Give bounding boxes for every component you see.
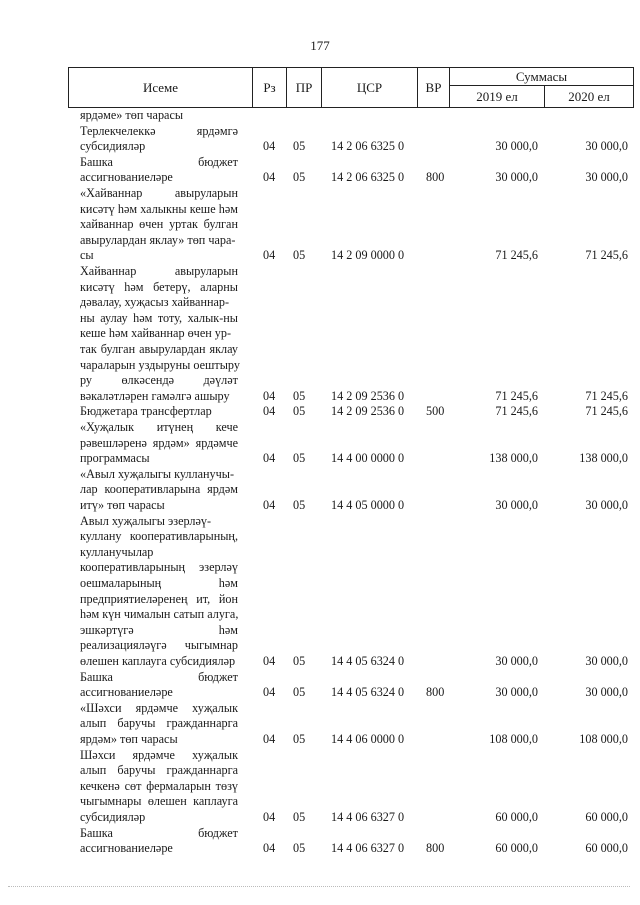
- row-sum-2019: 30 000,0: [495, 170, 538, 185]
- row-pr: 05: [293, 404, 306, 419]
- header-csr: ЦСР: [322, 68, 418, 107]
- row-name-line: ярдәм» төп чарасы: [80, 731, 178, 746]
- row-name-line: алып баручы гражданнарга: [80, 763, 238, 778]
- row-csr: 14 4 06 0000 0: [331, 731, 405, 746]
- row-name-line: лар кооперативларына ярдәм: [80, 482, 238, 497]
- row-sum-2019: 71 245,6: [495, 248, 538, 263]
- row-name-line: итү» төп чарасы: [80, 497, 165, 512]
- row-name-line: сы: [80, 248, 94, 263]
- row-csr: 14 4 05 6324 0: [331, 653, 405, 668]
- header-year-2020: 2020 ел: [568, 88, 610, 104]
- row-csr: 14 4 05 6324 0: [331, 685, 405, 700]
- row-name-line: куллану кооперативларының,: [80, 529, 238, 544]
- row-name-line: вәкаләтләрен гамәлгә ашыру: [80, 388, 230, 403]
- row-rz: 04: [263, 497, 276, 512]
- row-rz: 04: [263, 388, 276, 403]
- row-name-line: «Хуҗалык итүнең кече: [80, 420, 238, 434]
- row-name-line: ассигнованиеләре: [80, 841, 173, 856]
- row-rz: 04: [263, 248, 276, 263]
- row-name-line: ру өлкәсендә дәүләт: [80, 373, 238, 388]
- row-sum-2020: 30 000,0: [585, 170, 628, 185]
- row-sum-2020: 30 000,0: [585, 685, 628, 700]
- row-name: [80, 264, 238, 404]
- row-name: [80, 701, 238, 748]
- row-name-line: Терлекчелеккә ярдәмгә: [80, 123, 238, 138]
- row-sum-2019: 30 000,0: [495, 497, 538, 512]
- row-csr: 14 4 05 0000 0: [331, 497, 405, 512]
- row-name: [80, 467, 238, 514]
- row-name: [80, 514, 238, 670]
- row-name-line: һәм күн чималын сатып алуга,: [80, 607, 239, 622]
- row-name-line: Башка бюджет: [80, 154, 238, 169]
- row-name-line: ассигнованиеләре: [80, 685, 173, 700]
- row-rz: 04: [263, 731, 276, 746]
- row-name-line: так булган авырулардан яклау: [80, 341, 238, 356]
- row-rz: 04: [263, 685, 276, 700]
- table-header: [68, 67, 634, 108]
- row-csr: 14 2 09 2536 0: [331, 388, 405, 403]
- row-vr: 800: [426, 170, 445, 185]
- row-sum-2019: 60 000,0: [495, 809, 538, 824]
- row-rz: 04: [263, 404, 276, 419]
- row-rz: 04: [263, 139, 276, 154]
- row-name: [80, 155, 238, 186]
- row-name-line: Авыл хуҗалыгы эзерләү-: [80, 513, 212, 528]
- row-name-line: кооперативларының эзерләү: [80, 560, 238, 575]
- row-pr: 05: [293, 497, 306, 512]
- row-name-line: эшкәртүгә һәм: [80, 622, 238, 637]
- row-name-line: кечкенә сөт фермаларын төзү: [80, 778, 238, 793]
- header-rz: Рз: [253, 68, 287, 107]
- row-sum-2020: 30 000,0: [585, 653, 628, 668]
- row-name-line: реализацияләүгә чыгымнар: [80, 638, 238, 653]
- row-name-line: Башка бюджет: [80, 825, 238, 840]
- row-sum-2019: 108 000,0: [489, 731, 538, 746]
- row-sum-2019: 30 000,0: [495, 685, 538, 700]
- row-pr: 05: [293, 451, 306, 466]
- row-name-line: «Шәхси ярдәмче хуҗалык: [80, 700, 238, 715]
- row-sum-2020: 60 000,0: [585, 841, 628, 856]
- header-name: Исеме: [69, 68, 253, 107]
- row-name-line: кисәтү һәм халыкны кеше һәм: [80, 201, 238, 216]
- row-csr: 14 4 06 6327 0: [331, 841, 405, 856]
- row-name: [80, 186, 238, 264]
- row-pr: 05: [293, 731, 306, 746]
- row-name: [80, 420, 238, 467]
- row-sum-2020: 71 245,6: [585, 248, 628, 263]
- row-rz: 04: [263, 841, 276, 856]
- row-name-line: Хайваннар авыруларын: [80, 264, 238, 278]
- row-rz: 04: [263, 170, 276, 185]
- row-name: [80, 826, 238, 857]
- row-sum-2019: 30 000,0: [495, 653, 538, 668]
- row-sum-2019: 60 000,0: [495, 841, 538, 856]
- row-name-line: программасы: [80, 451, 150, 466]
- row-name-line: ассигнованиеләре: [80, 170, 173, 185]
- row-name-line: оешмаларының һәм: [80, 575, 238, 590]
- row-rz: 04: [263, 653, 276, 668]
- row-name-line: ярдәме» төп чарасы: [80, 108, 184, 122]
- row-name-line: субсидияләр: [80, 139, 146, 154]
- row-sum-2019: 71 245,6: [495, 404, 538, 419]
- row-sum-2020: 60 000,0: [585, 809, 628, 824]
- row-name-line: предприятиеләренең ит, йон: [80, 591, 238, 606]
- row-sum-2020: 71 245,6: [585, 388, 628, 403]
- row-name: [80, 670, 238, 701]
- row-csr: 14 2 09 2536 0: [331, 404, 405, 419]
- row-csr: 14 2 06 6325 0: [331, 170, 405, 185]
- row-name-line: Башка бюджет: [80, 669, 238, 684]
- row-sum-2020: 138 000,0: [579, 451, 628, 466]
- row-csr: 14 2 09 0000 0: [331, 248, 405, 263]
- row-sum-2020: 108 000,0: [579, 731, 628, 746]
- row-pr: 05: [293, 653, 306, 668]
- row-sum-2020: 71 245,6: [585, 404, 628, 419]
- row-name-line: кисәтү һәм бетерү, аларны: [80, 279, 238, 294]
- row-name-line: рәвешләренә ярдәм» ярдәмче: [80, 435, 238, 450]
- row-sum-2020: 30 000,0: [585, 497, 628, 512]
- row-pr: 05: [293, 388, 306, 403]
- row-name-line: субсидияләр: [80, 809, 146, 824]
- row-name-line: ны аулау һәм тоту, халык-ны: [80, 310, 238, 325]
- row-csr: 14 2 06 6325 0: [331, 139, 405, 154]
- row-csr: 14 4 00 0000 0: [331, 451, 405, 466]
- row-sum-2019: 30 000,0: [495, 139, 538, 154]
- row-name-line: «Хайваннар авыруларын: [80, 186, 238, 200]
- row-name-line: «Авыл хуҗалыгы кулланучы-: [80, 466, 235, 481]
- row-name-line: Шәхси ярдәмче хуҗалык: [80, 747, 238, 762]
- row-name-line: чараларын уздыруны оештыру: [80, 357, 240, 372]
- row-name: [80, 124, 238, 155]
- row-pr: 05: [293, 841, 306, 856]
- row-name-line: алып баручы гражданнарга: [80, 716, 238, 731]
- row-vr: 500: [426, 404, 445, 419]
- row-pr: 05: [293, 248, 306, 263]
- row-sum-2019: 138 000,0: [489, 451, 538, 466]
- header-year-2019: 2019 ел: [450, 86, 545, 107]
- row-pr: 05: [293, 685, 306, 700]
- row-rz: 04: [263, 809, 276, 824]
- row-name: [80, 108, 238, 124]
- row-pr: 05: [293, 170, 306, 185]
- row-pr: 05: [293, 139, 306, 154]
- row-vr: 800: [426, 685, 445, 700]
- row-sum-2019: 71 245,6: [495, 388, 538, 403]
- row-csr: 14 4 06 6327 0: [331, 809, 405, 824]
- row-name-line: хайваннар өчен уртак булган: [80, 217, 238, 232]
- row-rz: 04: [263, 451, 276, 466]
- row-name-line: авырулардан яклау» төп чара-: [80, 232, 236, 247]
- header-pr: ПР: [287, 68, 322, 107]
- header-vr: ВР: [418, 68, 450, 107]
- header-sums: Суммасы: [450, 68, 633, 86]
- row-name-line: Бюджетара трансфертлар: [80, 404, 212, 419]
- row-vr: 800: [426, 841, 445, 856]
- row-sum-2020: 30 000,0: [585, 139, 628, 154]
- row-name-line: өлешен каплауга субсидияләр: [80, 653, 236, 668]
- row-pr: 05: [293, 809, 306, 824]
- row-name-line: кулланучылар: [80, 544, 154, 559]
- row-name-line: чыгымнары өлешен каплауга: [80, 794, 238, 809]
- row-name: [80, 748, 238, 826]
- row-name-line: дәвалау, хуҗасыз хайваннар-: [80, 295, 230, 310]
- scan-edge-divider: [8, 886, 630, 887]
- row-name-line: кеше һәм хайваннар өчен ур-: [80, 326, 232, 341]
- row-name: [80, 404, 238, 420]
- page-number: 177: [310, 38, 330, 53]
